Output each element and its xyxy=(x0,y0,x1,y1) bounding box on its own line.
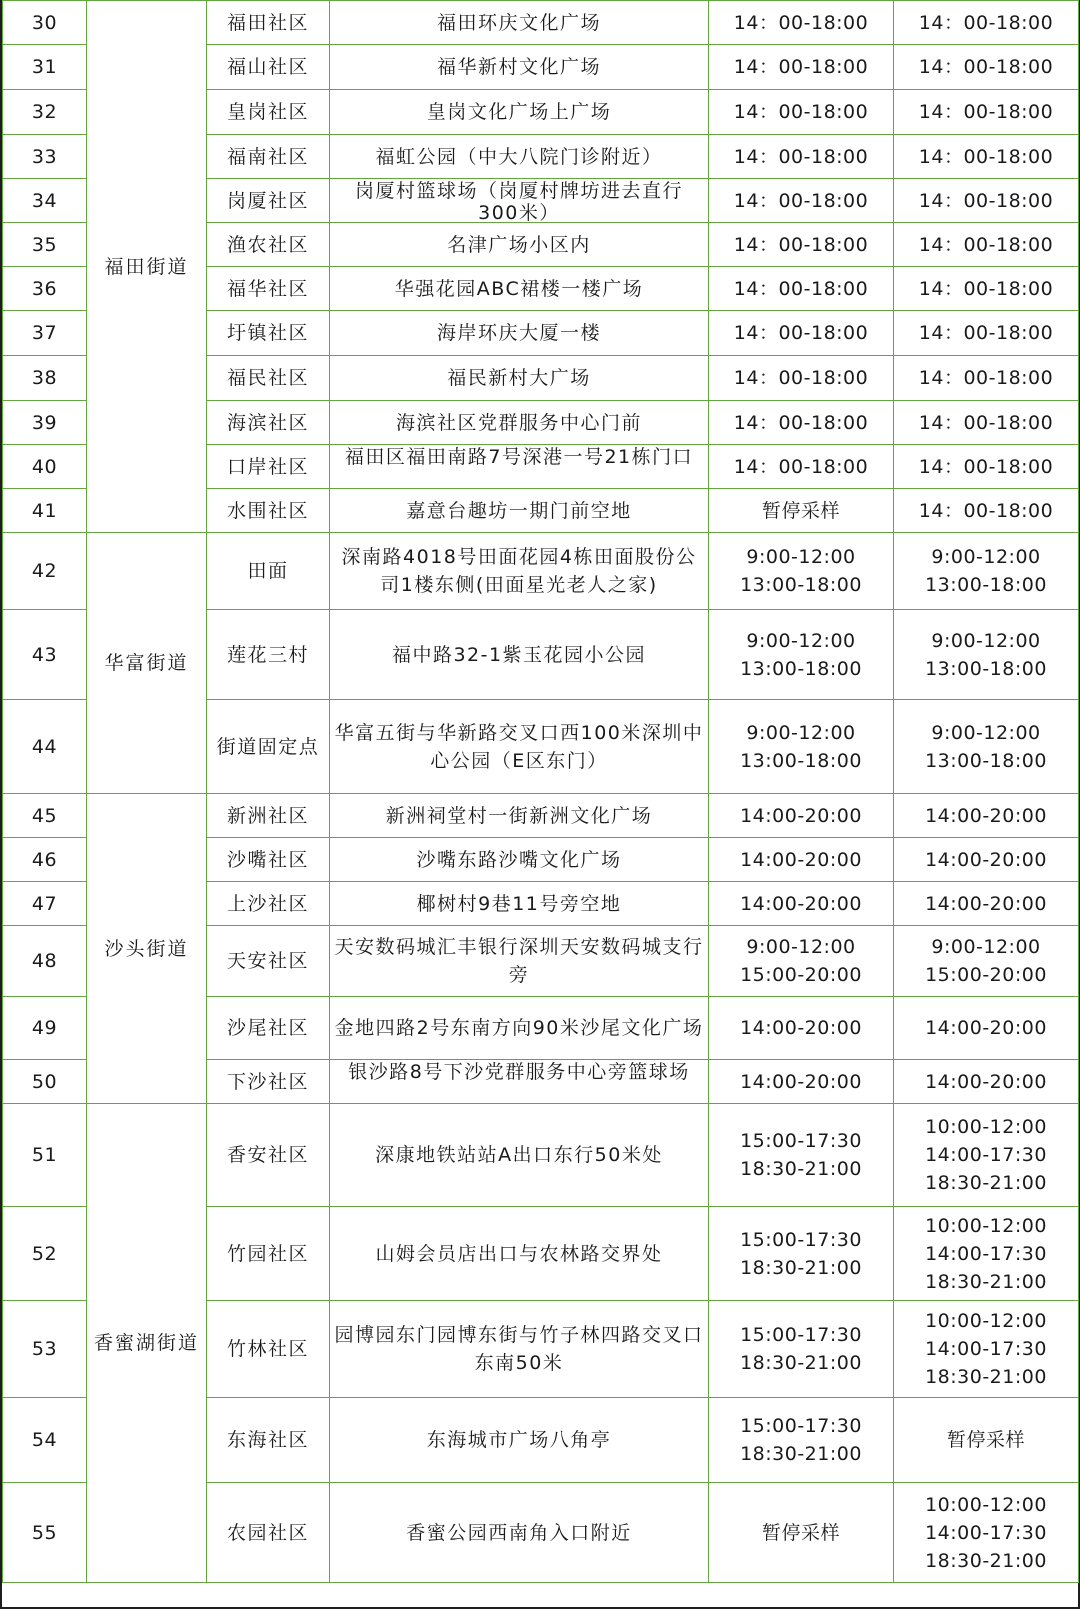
site-address: 海滨社区党群服务中心门前 xyxy=(330,401,709,445)
time-slot-a xyxy=(709,1060,894,1104)
row-number: 47 xyxy=(3,882,87,926)
row-number: 42 xyxy=(3,533,87,610)
time-slot-a xyxy=(709,794,894,838)
site-address: 海岸环庆大厦一楼 xyxy=(330,311,709,356)
community-name: 渔农社区 xyxy=(207,223,330,267)
row-number: 41 xyxy=(3,489,87,533)
table-body xyxy=(3,1,1079,1583)
site-address: 银沙路8号下沙党群服务中心旁篮球场 xyxy=(348,1060,690,1083)
time-range: 15:00-17:30 xyxy=(740,1228,862,1251)
site-address-cell xyxy=(330,445,709,489)
site-address: 福田环庆文化广场 xyxy=(330,1,709,45)
time-slot-a xyxy=(709,311,894,356)
time-range: 14：00-18:00 xyxy=(733,322,869,344)
time-range: 13:00-18:00 xyxy=(740,574,862,596)
time-slot-a xyxy=(709,45,894,90)
time-range: 9:00-12:00 xyxy=(931,629,1041,652)
community-name: 沙尾社区 xyxy=(207,997,330,1060)
time-range: 14:00-20:00 xyxy=(740,848,862,871)
community-name: 竹林社区 xyxy=(207,1301,330,1398)
time-range: 14:00-20:00 xyxy=(740,1070,862,1093)
community-name: 圩镇社区 xyxy=(207,311,330,356)
time-slot-b xyxy=(894,997,1079,1060)
time-range: 14：00-18:00 xyxy=(918,56,1054,78)
community-name: 水围社区 xyxy=(207,489,330,533)
time-range: 13:00-18:00 xyxy=(925,574,1047,596)
time-range: 14:00-17:30 xyxy=(925,1521,1047,1544)
site-address: 华富五街与华新路交叉口西100米深圳中心公园（E区东门） xyxy=(330,700,709,794)
time-slot-b xyxy=(894,179,1079,223)
row-number: 37 xyxy=(3,311,87,356)
street-name: 香蜜湖街道 xyxy=(87,1104,207,1583)
time-slot-a xyxy=(709,838,894,882)
time-range: 14:00-20:00 xyxy=(925,848,1047,871)
time-slot-a xyxy=(709,401,894,445)
time-range: 14：00-18:00 xyxy=(918,145,1054,168)
time-range: 14:00-20:00 xyxy=(740,804,862,827)
site-address: 香蜜公园西南角入口附近 xyxy=(330,1483,709,1583)
time-slot-a xyxy=(709,1483,894,1583)
community-name: 农园社区 xyxy=(207,1483,330,1583)
community-name: 竹园社区 xyxy=(207,1207,330,1301)
time-slot-a xyxy=(709,1301,894,1398)
time-range: 暂停采样 xyxy=(761,1521,840,1544)
time-slot-b xyxy=(894,1301,1079,1398)
time-range: 13:00-18:00 xyxy=(740,749,862,772)
row-number: 53 xyxy=(3,1301,87,1398)
time-slot-b xyxy=(894,794,1079,838)
community-name: 下沙社区 xyxy=(207,1060,330,1104)
time-range: 14：00-18:00 xyxy=(918,101,1054,123)
time-slot-a xyxy=(709,1398,894,1483)
time-slot-b xyxy=(894,1060,1079,1104)
time-range: 14：00-18:00 xyxy=(918,499,1054,522)
site-address: 华强花园ABC裙楼一楼广场 xyxy=(330,267,709,311)
time-slot-a xyxy=(709,1207,894,1301)
row-number: 35 xyxy=(3,223,87,267)
site-address: 深南路4018号田面花园4栋田面股份公司1楼东侧(田面星光老人之家) xyxy=(330,533,709,610)
time-slot-b xyxy=(894,610,1079,700)
row-number: 38 xyxy=(3,356,87,401)
time-range: 14：00-18:00 xyxy=(733,367,869,389)
time-slot-b xyxy=(894,489,1079,533)
site-address: 椰树村9巷11号旁空地 xyxy=(330,882,709,926)
time-range: 15:00-17:30 xyxy=(740,1415,862,1437)
time-range: 18:30-21:00 xyxy=(925,1366,1047,1388)
time-slot-b xyxy=(894,1207,1079,1301)
time-range: 18:30-21:00 xyxy=(740,1443,862,1465)
time-slot-b xyxy=(894,401,1079,445)
time-range: 9:00-12:00 xyxy=(746,546,856,568)
site-address: 岗厦村篮球场（岗厦村牌坊进去直行300米） xyxy=(354,179,683,222)
sampling-site-table xyxy=(2,0,1079,1583)
row-number: 45 xyxy=(3,794,87,838)
time-slot-a xyxy=(709,223,894,267)
time-range: 9:00-12:00 xyxy=(746,629,856,652)
time-range: 14:00-20:00 xyxy=(925,804,1047,827)
time-range: 14：00-18:00 xyxy=(918,11,1054,34)
time-slot-a xyxy=(709,267,894,311)
community-name: 口岸社区 xyxy=(207,445,330,489)
time-slot-b xyxy=(894,1398,1079,1483)
site-address: 福华新村文化广场 xyxy=(330,45,709,90)
time-range: 14：00-18:00 xyxy=(918,367,1054,389)
time-range: 暂停采样 xyxy=(761,499,840,522)
time-slot-a xyxy=(709,997,894,1060)
community-name: 天安社区 xyxy=(207,926,330,997)
time-slot-b xyxy=(894,445,1079,489)
time-range: 15:00-20:00 xyxy=(925,964,1047,986)
time-range: 9:00-12:00 xyxy=(746,721,856,744)
time-range: 14:00-20:00 xyxy=(925,892,1047,915)
time-range: 10:00-12:00 xyxy=(925,1214,1047,1237)
row-number: 36 xyxy=(3,267,87,311)
community-name: 莲花三村 xyxy=(207,610,330,700)
site-address: 园博园东门园博东街与竹子林四路交叉口东南50米 xyxy=(330,1301,709,1398)
time-slot-b xyxy=(894,45,1079,90)
community-name: 福南社区 xyxy=(207,135,330,179)
row-number: 54 xyxy=(3,1398,87,1483)
time-range: 14：00-18:00 xyxy=(733,189,869,212)
community-name: 沙嘴社区 xyxy=(207,838,330,882)
time-range: 14:00-17:30 xyxy=(925,1242,1047,1265)
site-address: 皇岗文化广场上广场 xyxy=(330,90,709,135)
time-range: 14：00-18:00 xyxy=(733,56,869,78)
site-address-cell xyxy=(330,1060,709,1104)
row-number: 39 xyxy=(3,401,87,445)
time-slot-a xyxy=(709,489,894,533)
row-number: 46 xyxy=(3,838,87,882)
time-range: 13:00-18:00 xyxy=(925,749,1047,772)
time-range: 9:00-12:00 xyxy=(931,721,1041,744)
time-range: 15:00-17:30 xyxy=(740,1130,862,1152)
site-address: 山姆会员店出口与农林路交界处 xyxy=(330,1207,709,1301)
row-number: 55 xyxy=(3,1483,87,1583)
time-range: 13:00-18:00 xyxy=(740,657,862,680)
site-address-cell xyxy=(330,179,709,223)
community-name: 福田社区 xyxy=(207,1,330,45)
site-address: 福田区福田南路7号深港一号21栋门口 xyxy=(344,445,694,468)
row-number: 48 xyxy=(3,926,87,997)
time-range: 14：00-18:00 xyxy=(733,145,869,168)
time-slot-a xyxy=(709,90,894,135)
time-range: 14：00-18:00 xyxy=(918,322,1054,344)
row-number: 51 xyxy=(3,1104,87,1207)
time-range: 13:00-18:00 xyxy=(925,657,1047,680)
community-name: 岗厦社区 xyxy=(207,179,330,223)
site-address: 深康地铁站站A出口东行50米处 xyxy=(330,1104,709,1207)
row-number: 33 xyxy=(3,135,87,179)
row-number: 52 xyxy=(3,1207,87,1301)
community-name: 田面 xyxy=(207,533,330,610)
time-slot-a xyxy=(709,445,894,489)
row-number: 31 xyxy=(3,45,87,90)
community-name: 福山社区 xyxy=(207,45,330,90)
row-number: 50 xyxy=(3,1060,87,1104)
table-row xyxy=(3,1104,1079,1207)
time-range: 14：00-18:00 xyxy=(918,233,1054,256)
time-range: 14：00-18:00 xyxy=(733,455,869,478)
table-row xyxy=(3,533,1079,610)
row-number: 32 xyxy=(3,90,87,135)
site-address: 福虹公园（中大八院门诊附近） xyxy=(330,135,709,179)
time-range: 暂停采样 xyxy=(946,1429,1025,1451)
time-range: 18:30-21:00 xyxy=(925,1549,1047,1572)
time-range: 18:30-21:00 xyxy=(925,1270,1047,1293)
time-range: 14：00-18:00 xyxy=(918,411,1054,434)
time-range: 10:00-12:00 xyxy=(925,1116,1047,1138)
time-slot-a xyxy=(709,926,894,997)
time-range: 18:30-21:00 xyxy=(740,1158,862,1180)
time-slot-a xyxy=(709,179,894,223)
time-slot-a xyxy=(709,533,894,610)
row-number: 43 xyxy=(3,610,87,700)
row-number: 34 xyxy=(3,179,87,223)
time-range: 9:00-12:00 xyxy=(931,936,1041,958)
site-address: 东海城市广场八角亭 xyxy=(330,1398,709,1483)
site-address: 福中路32-1紫玉花园小公园 xyxy=(330,610,709,700)
time-slot-a xyxy=(709,135,894,179)
row-number: 44 xyxy=(3,700,87,794)
time-range: 14:00-20:00 xyxy=(740,1017,862,1039)
time-range: 14：00-18:00 xyxy=(733,277,869,300)
table-row xyxy=(3,1,1079,45)
time-range: 15:00-17:30 xyxy=(740,1324,862,1346)
community-name: 街道固定点 xyxy=(207,700,330,794)
time-slot-a xyxy=(709,356,894,401)
time-slot-b xyxy=(894,90,1079,135)
time-range: 14:00-20:00 xyxy=(740,892,862,915)
community-name: 福民社区 xyxy=(207,356,330,401)
time-range: 18:30-21:00 xyxy=(740,1352,862,1374)
time-range: 14：00-18:00 xyxy=(733,233,869,256)
time-range: 10:00-12:00 xyxy=(925,1493,1047,1516)
time-slot-b xyxy=(894,135,1079,179)
table-row xyxy=(3,794,1079,838)
time-range: 14：00-18:00 xyxy=(918,277,1054,300)
time-slot-b xyxy=(894,1,1079,45)
time-slot-a xyxy=(709,610,894,700)
street-name: 沙头街道 xyxy=(87,794,207,1104)
time-slot-b xyxy=(894,311,1079,356)
site-address: 金地四路2号东南方向90米沙尾文化广场 xyxy=(330,997,709,1060)
row-number: 30 xyxy=(3,1,87,45)
time-range: 15:00-20:00 xyxy=(740,964,862,986)
time-range: 14：00-18:00 xyxy=(733,101,869,123)
site-address: 天安数码城汇丰银行深圳天安数码城支行旁 xyxy=(330,926,709,997)
time-slot-b xyxy=(894,1483,1079,1583)
community-name: 福华社区 xyxy=(207,267,330,311)
time-slot-b xyxy=(894,926,1079,997)
time-range: 9:00-12:00 xyxy=(746,936,856,958)
time-slot-a xyxy=(709,882,894,926)
row-number: 49 xyxy=(3,997,87,1060)
row-number: 40 xyxy=(3,445,87,489)
time-slot-b xyxy=(894,838,1079,882)
community-name: 海滨社区 xyxy=(207,401,330,445)
time-slot-b xyxy=(894,533,1079,610)
community-name: 新洲社区 xyxy=(207,794,330,838)
site-address: 沙嘴东路沙嘴文化广场 xyxy=(330,838,709,882)
site-address: 新洲祠堂村一街新洲文化广场 xyxy=(330,794,709,838)
time-range: 14：00-18:00 xyxy=(918,455,1054,478)
street-name: 福田街道 xyxy=(87,1,207,533)
time-range: 14：00-18:00 xyxy=(733,411,869,434)
time-range: 14:00-17:30 xyxy=(925,1144,1047,1166)
site-address: 嘉意台趣坊一期门前空地 xyxy=(330,489,709,533)
time-range: 14:00-17:30 xyxy=(925,1338,1047,1360)
street-name: 华富街道 xyxy=(87,533,207,794)
site-address: 名津广场小区内 xyxy=(330,223,709,267)
time-slot-b xyxy=(894,356,1079,401)
site-address: 福民新村大广场 xyxy=(330,356,709,401)
time-slot-b xyxy=(894,1104,1079,1207)
time-slot-a xyxy=(709,700,894,794)
time-range: 14:00-20:00 xyxy=(925,1070,1047,1093)
community-name: 上沙社区 xyxy=(207,882,330,926)
time-range: 9:00-12:00 xyxy=(931,546,1041,568)
community-name: 东海社区 xyxy=(207,1398,330,1483)
time-range: 14：00-18:00 xyxy=(918,189,1054,212)
time-slot-b xyxy=(894,700,1079,794)
time-range: 18:30-21:00 xyxy=(740,1256,862,1279)
time-range: 10:00-12:00 xyxy=(925,1310,1047,1332)
time-slot-a xyxy=(709,1104,894,1207)
community-name: 香安社区 xyxy=(207,1104,330,1207)
community-name: 皇岗社区 xyxy=(207,90,330,135)
time-slot-a xyxy=(709,1,894,45)
time-range: 14：00-18:00 xyxy=(733,11,869,34)
time-slot-b xyxy=(894,223,1079,267)
time-slot-b xyxy=(894,267,1079,311)
time-range: 18:30-21:00 xyxy=(925,1172,1047,1194)
time-range: 14:00-20:00 xyxy=(925,1017,1047,1039)
time-slot-b xyxy=(894,882,1079,926)
